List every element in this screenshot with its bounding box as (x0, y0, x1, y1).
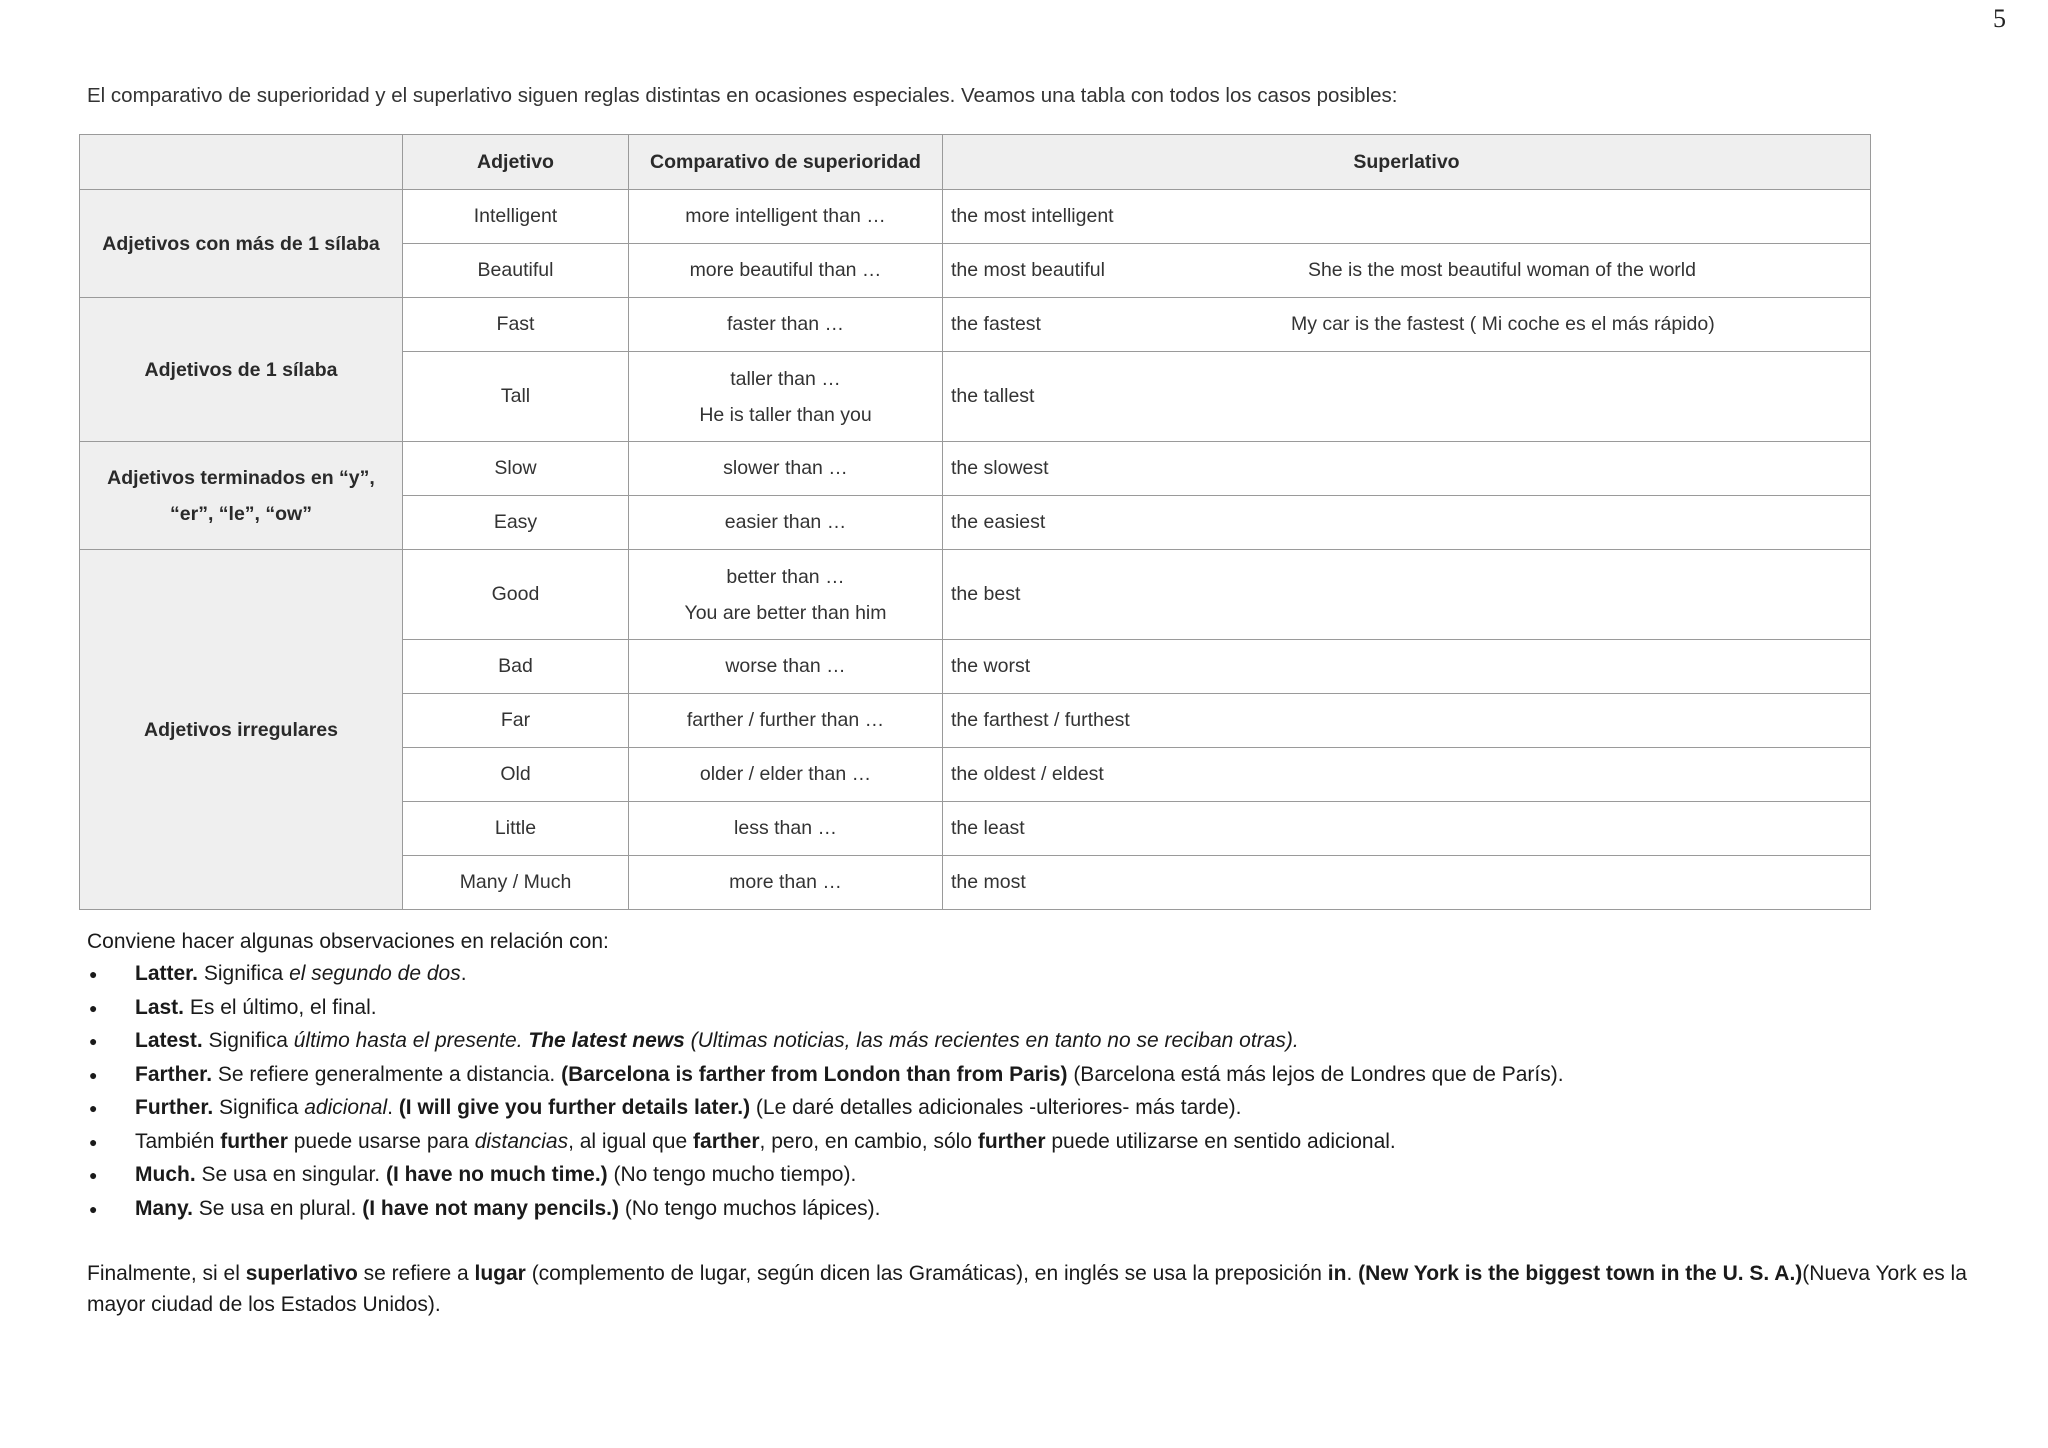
cell-adjective: Bad (403, 640, 629, 694)
text: Significa (198, 962, 290, 985)
superlative-example: She is the most beautiful woman of the world (1307, 259, 1696, 281)
superlative-text: the easiest (951, 511, 1046, 533)
term: Further. (135, 1096, 214, 1119)
table-row (80, 190, 1871, 244)
list-item (87, 1061, 1564, 1095)
term: lugar (474, 1262, 526, 1285)
term: Many. (135, 1196, 193, 1220)
list-item (87, 994, 1564, 1028)
text: (Le daré detalles adicionales -ulteriores- más tarde). (750, 1096, 1242, 1119)
text: , al igual que (568, 1129, 694, 1153)
cell-superlative (943, 190, 1871, 244)
superlative-example: My car is the fastest ( Mi coche es el más rápido) (1290, 313, 1715, 335)
cell-comparative: easier than … (629, 496, 943, 550)
cell-superlative (943, 352, 1871, 442)
cell-adjective: Slow (403, 442, 629, 496)
text: Finalmente, si el (87, 1262, 246, 1285)
cell-adjective: Far (403, 694, 629, 748)
cell-adjective: Beautiful (403, 244, 629, 298)
example-bold: (I will give you further details later.) (398, 1096, 751, 1119)
cell-comparative: more beautiful than … (629, 244, 943, 298)
cell-comparative: older / elder than … (629, 748, 943, 802)
term: Latest. (135, 1029, 203, 1052)
superlative-text: the tallest (951, 385, 1035, 407)
example-bold: (Barcelona is farther from London than from Paris) (561, 1062, 1068, 1086)
cell-comparative: farther / further than … (629, 694, 943, 748)
group-ending-line2: “er”, “le”, “ow” (170, 502, 312, 525)
text: puede utilizarse en sentido adicional. (1045, 1129, 1396, 1153)
term: Farther. (135, 1062, 213, 1086)
text-italic: (Ultimas noticias, las más recientes en tanto no se reciban otras). (684, 1029, 1299, 1052)
text: . (387, 1096, 399, 1119)
example-bold: (I have no much time.) (385, 1163, 608, 1186)
table-row (80, 442, 1871, 496)
text: (No tengo muchos lápices). (618, 1196, 881, 1220)
final-paragraph (87, 1258, 1982, 1320)
text: También (135, 1129, 221, 1153)
text: Significa (213, 1096, 305, 1119)
cell-superlative (943, 802, 1871, 856)
term: in (1327, 1262, 1347, 1285)
cell-adjective: Tall (403, 352, 629, 442)
list-item (87, 1094, 1564, 1128)
text-italic: el segundo de dos (289, 962, 461, 985)
cell-superlative (943, 298, 1871, 352)
cell-comparative (629, 352, 943, 442)
table-header-row (80, 135, 1871, 190)
superlative-text: the slowest (951, 457, 1049, 479)
term: Much. (135, 1163, 196, 1186)
text: Significa (202, 1029, 294, 1052)
cell-adjective: Easy (403, 496, 629, 550)
observations-list (87, 960, 1564, 1228)
text: Se usa en singular. (195, 1163, 386, 1186)
cell-superlative (943, 694, 1871, 748)
table-row (80, 550, 1871, 640)
cell-comparative: more intelligent than … (629, 190, 943, 244)
cell-comparative: faster than … (629, 298, 943, 352)
superlative-text: the fastest (951, 313, 1041, 335)
cell-superlative (943, 442, 1871, 496)
cell-adjective: Fast (403, 298, 629, 352)
text: se refiere a (357, 1262, 475, 1285)
superlative-text: the oldest / eldest (951, 763, 1104, 785)
superlative-text: the worst (951, 655, 1031, 677)
example-bold: (I have not many pencils.) (362, 1196, 619, 1220)
superlative-text: the most beautiful (951, 259, 1105, 281)
text: (No tengo mucho tiempo). (607, 1163, 857, 1186)
superlative-text: the least (951, 817, 1025, 839)
cell-superlative (943, 640, 1871, 694)
cell-superlative (943, 244, 1871, 298)
cell-superlative (943, 496, 1871, 550)
text: puede usarse para (287, 1129, 475, 1153)
cell-superlative (943, 856, 1871, 910)
header-empty (80, 135, 403, 190)
text-italic: adicional (304, 1096, 388, 1119)
text: (Nueva York es la mayor ciudad de los Estados Unidos). (87, 1262, 1967, 1316)
group-more-than-one-syllable: Adjetivos con más de 1 sílaba (80, 190, 403, 298)
comparative-example: You are better than him (684, 601, 887, 624)
term: further (220, 1129, 288, 1153)
page-number: 5 (1993, 4, 2006, 33)
text: Se refiere generalmente a distancia. (212, 1062, 562, 1086)
term: Latter. (135, 962, 199, 985)
cell-adjective: Little (403, 802, 629, 856)
cell-comparative: worse than … (629, 640, 943, 694)
text: , pero, en cambio, sólo (759, 1129, 978, 1153)
list-item (87, 1195, 1564, 1229)
header-superlativo: Superlativo (943, 135, 1871, 190)
text: Se usa en plural. (192, 1196, 363, 1220)
text: . (1346, 1262, 1359, 1285)
cell-adjective: Many / Much (403, 856, 629, 910)
group-one-syllable: Adjetivos de 1 sílaba (80, 298, 403, 442)
list-item (87, 1161, 1564, 1195)
term: superlativo (245, 1262, 358, 1285)
term: further (977, 1129, 1046, 1153)
comparative-text: taller than … (730, 367, 841, 390)
group-ending (80, 442, 403, 550)
cell-comparative (629, 550, 943, 640)
example-bold-italic: The latest news (528, 1029, 685, 1052)
cell-comparative: less than … (629, 802, 943, 856)
text-italic: distancias (474, 1129, 569, 1153)
header-comparativo: Comparativo de superioridad (629, 135, 943, 190)
cell-adjective: Intelligent (403, 190, 629, 244)
comparative-example: He is taller than you (699, 403, 872, 426)
comparative-text: better than … (726, 565, 845, 588)
list-item (87, 960, 1564, 994)
text: Es el último, el final. (184, 995, 377, 1019)
table-row (80, 298, 1871, 352)
header-adjetivo: Adjetivo (403, 135, 629, 190)
text: . (460, 962, 467, 985)
example-bold: (New York is the biggest town in the U. S. A.) (1358, 1262, 1803, 1285)
group-ending-line1: Adjetivos terminados en “y”, (107, 466, 375, 489)
text-italic: último hasta el presente. (293, 1029, 523, 1052)
cell-adjective: Old (403, 748, 629, 802)
list-item (87, 1128, 1564, 1162)
superlative-text: the most intelligent (951, 205, 1114, 227)
cell-comparative: more than … (629, 856, 943, 910)
group-irregular: Adjetivos irregulares (80, 550, 403, 910)
superlative-text: the best (951, 583, 1021, 605)
comparative-table (79, 134, 1871, 910)
term: farther (693, 1129, 760, 1153)
text: (complemento de lugar, según dicen las Gramáticas), en inglés se usa la preposición (525, 1262, 1328, 1285)
intro-paragraph: El comparativo de superioridad y el superlativo siguen reglas distintas en ocasiones especiales. Veamos una tabla con todos los casos posibles: (87, 84, 1398, 107)
superlative-text: the farthest / furthest (951, 709, 1130, 731)
cell-superlative (943, 550, 1871, 640)
text: (Barcelona está más lejos de Londres que de París). (1067, 1062, 1564, 1086)
list-item (87, 1027, 1564, 1061)
cell-adjective: Good (403, 550, 629, 640)
cell-superlative (943, 748, 1871, 802)
superlative-text: the most (951, 871, 1026, 893)
cell-comparative: slower than … (629, 442, 943, 496)
observations-title: Conviene hacer algunas observaciones en relación con: (87, 930, 609, 953)
term: Last. (135, 995, 185, 1019)
